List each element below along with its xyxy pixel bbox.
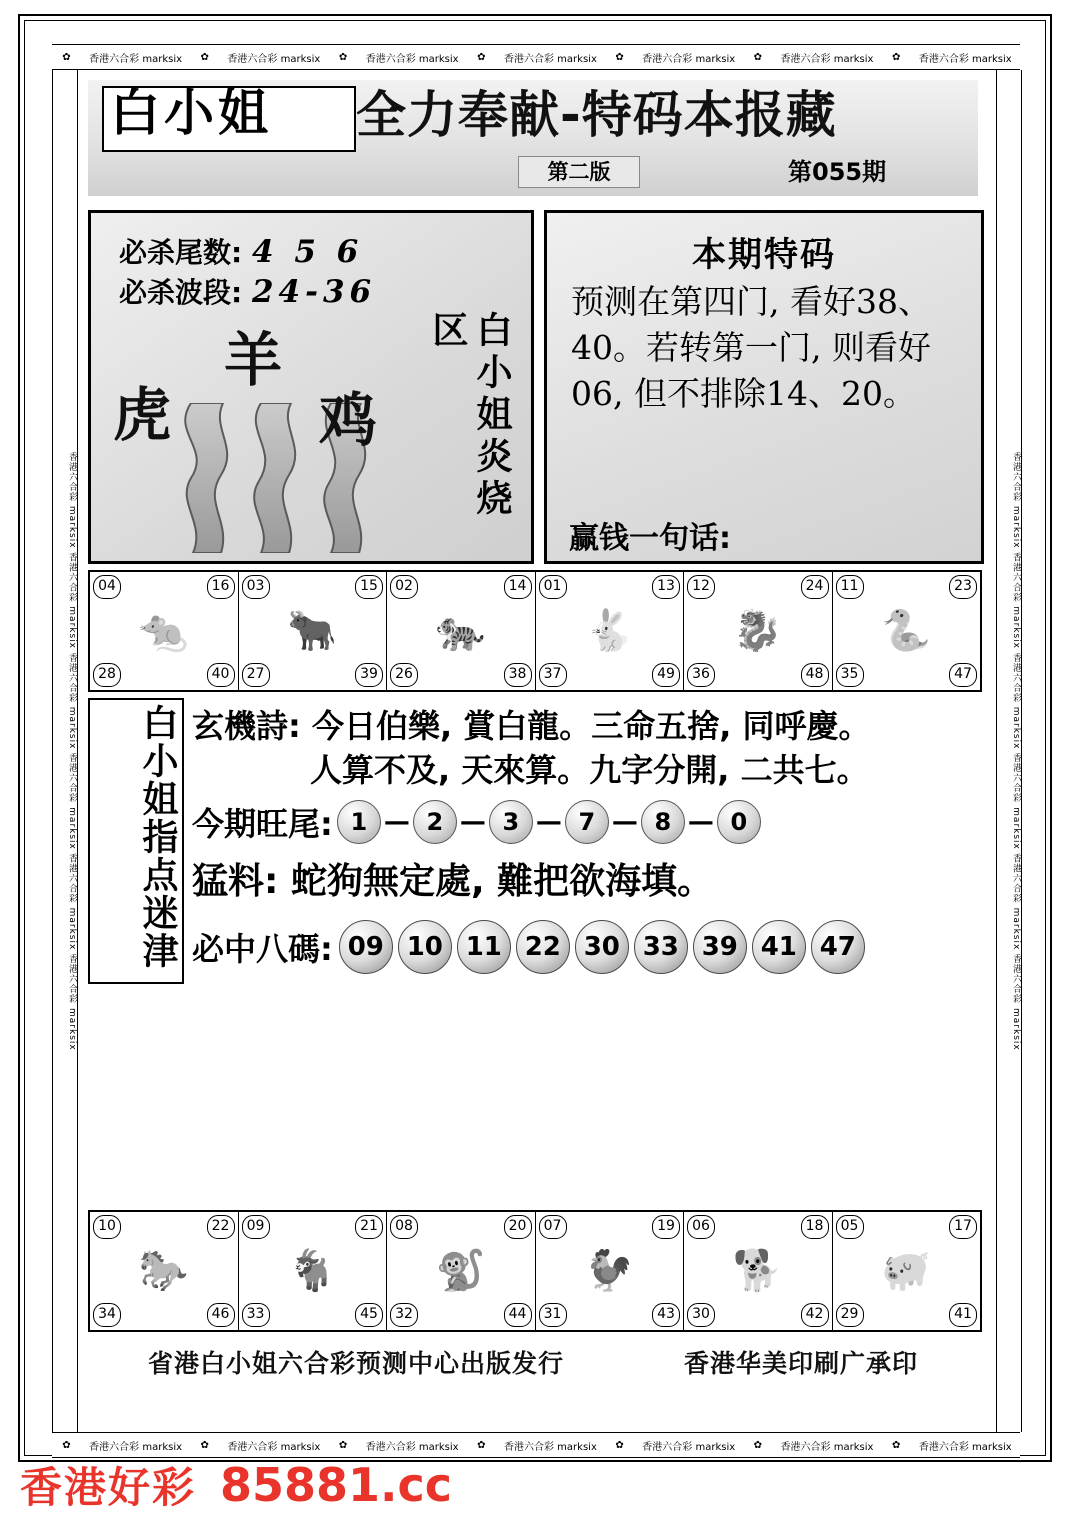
- poem-text-1: 今日伯樂, 賞白龍。三命五捨, 同呼慶。: [311, 707, 871, 745]
- kill-band-row: [119, 271, 376, 311]
- zodiac-2: 虎: [113, 381, 172, 449]
- eight-codes-row: [192, 920, 978, 974]
- number-bottom-right: 45: [355, 1303, 383, 1327]
- number-top-left: 04: [93, 575, 121, 599]
- strip-text: 香港六合彩 marksix: [642, 53, 736, 65]
- number-top-left: 08: [390, 1215, 418, 1239]
- dash-separator: —: [611, 807, 638, 837]
- dash-separator: —: [459, 807, 486, 837]
- tail-ball: 0: [717, 800, 761, 844]
- number-top-left: 05: [836, 1215, 864, 1239]
- issue-number: 第055期: [788, 158, 887, 186]
- code-ball: 09: [339, 920, 393, 974]
- smoke-illustration: [131, 403, 431, 553]
- strip-text: 香港六合彩 marksix: [89, 53, 183, 65]
- flower-icon: ✿: [477, 1439, 486, 1451]
- zodiac-cell: [239, 1212, 388, 1330]
- number-bottom-right: 38: [504, 663, 532, 687]
- snake-icon: 🐍: [881, 608, 932, 654]
- number-top-left: 10: [93, 1215, 121, 1239]
- rooster-icon: 🐓: [584, 1248, 635, 1294]
- number-top-right: 13: [652, 575, 680, 599]
- number-bottom-left: 26: [390, 663, 418, 687]
- flower-icon: ✿: [753, 51, 763, 63]
- number-top-left: 11: [836, 575, 864, 599]
- dash-separator: —: [535, 807, 562, 837]
- zodiac-cell: [833, 572, 981, 690]
- strip-text: 香港六合彩 marksix: [780, 53, 874, 65]
- number-top-left: 06: [687, 1215, 715, 1239]
- number-bottom-right: 48: [801, 663, 829, 687]
- strip-text: 香港六合彩 marksix: [227, 53, 321, 65]
- number-bottom-left: 34: [93, 1303, 121, 1327]
- flower-icon: ✿: [753, 1439, 763, 1451]
- pig-icon: 🐖: [881, 1248, 932, 1294]
- horse-icon: 🐎: [138, 1248, 189, 1294]
- top-marksix-strip: [52, 44, 1020, 70]
- brand-name: 白小姐: [110, 84, 272, 142]
- promo-banner: [20, 1458, 720, 1512]
- kill-tail-label: 必杀尾数:: [119, 236, 243, 269]
- number-top-right: 24: [801, 575, 829, 599]
- edition-label: 第二版: [518, 156, 640, 188]
- number-top-right: 17: [949, 1215, 977, 1239]
- zodiac-cell: [387, 1212, 536, 1330]
- zodiac-cell: [90, 1212, 239, 1330]
- number-bottom-right: 49: [652, 663, 680, 687]
- number-bottom-right: 41: [949, 1303, 977, 1327]
- meng-label: 猛料:: [192, 861, 279, 902]
- strip-text: 香港六合彩 marksix: [365, 1441, 459, 1453]
- kill-tail-row: [119, 231, 363, 271]
- number-top-right: 14: [504, 575, 532, 599]
- tail-ball: 1: [337, 800, 381, 844]
- eight-codes-label: 必中八碼:: [192, 930, 333, 968]
- flower-icon: ✿: [200, 51, 209, 63]
- number-bottom-right: 43: [652, 1303, 680, 1327]
- publisher-footer: [88, 1342, 978, 1382]
- special-code-body: 预测在第四门, 看好38、40。若转第一门, 则看好06, 但不排除14、20。: [571, 282, 931, 413]
- poem-text-2: 人算不及, 天來算。九字分開, 二共七。: [310, 751, 869, 789]
- masthead: [88, 80, 978, 200]
- special-code-title: 本期特码: [692, 235, 836, 275]
- tail-ball: 7: [565, 800, 609, 844]
- number-top-left: 07: [539, 1215, 567, 1239]
- promo-brand: 香港好彩: [20, 1463, 197, 1512]
- number-bottom-left: 35: [836, 663, 864, 687]
- strip-text: 香港六合彩 marksix: [918, 53, 1012, 65]
- number-top-right: 20: [504, 1215, 532, 1239]
- number-bottom-left: 31: [539, 1303, 567, 1327]
- tail-ball: 8: [641, 800, 685, 844]
- side-strip-text: 香港六合彩 marksix 香港六合彩 marksix 香港六合彩 marksix 香港六合彩 marksix 香港六合彩 marksix 香港六合彩 marksix: [1011, 451, 1021, 1051]
- zodiac-cell: [90, 572, 239, 690]
- number-bottom-left: 32: [390, 1303, 418, 1327]
- flower-icon: ✿: [200, 1439, 209, 1451]
- goat-icon: 🐐: [287, 1248, 338, 1294]
- tail-ball: 2: [413, 800, 457, 844]
- zodiac-cell: [536, 572, 685, 690]
- zodiac-cell: [684, 572, 833, 690]
- win-phrase-text: [547, 558, 981, 564]
- code-ball: 10: [398, 920, 452, 974]
- win-phrase-label: 赢钱一句话:: [569, 521, 731, 556]
- special-code-panel: [544, 210, 984, 564]
- content-area: [78, 70, 996, 1432]
- number-bottom-right: 42: [801, 1303, 829, 1327]
- middle-vertical-label: 白小姐指点迷津: [88, 698, 184, 984]
- flower-icon: ✿: [891, 1439, 901, 1451]
- meng-text: 蛇狗無定處, 難把欲海填。: [290, 861, 714, 902]
- number-bottom-left: 27: [242, 663, 270, 687]
- kill-tail-value: 4 5 6: [251, 234, 364, 270]
- rat-icon: 🐀: [138, 608, 189, 654]
- code-ball: 39: [693, 920, 747, 974]
- zodiac-number-row-1: [88, 570, 982, 692]
- zodiac-cell: [684, 1212, 833, 1330]
- flower-icon: ✿: [615, 51, 624, 63]
- strip-text: 香港六合彩 marksix: [918, 1441, 1012, 1453]
- number-top-left: 12: [687, 575, 715, 599]
- hot-tails-row: [192, 798, 978, 846]
- right-marksix-strip: [996, 70, 1022, 1432]
- zodiac-cell: [239, 572, 388, 690]
- number-top-right: 22: [207, 1215, 235, 1239]
- flower-icon: ✿: [62, 1439, 71, 1451]
- number-bottom-right: 39: [355, 663, 383, 687]
- strip-text: 香港六合彩 marksix: [89, 1441, 183, 1453]
- promo-url[interactable]: 85881.cc: [220, 1458, 453, 1512]
- dragon-icon: 🐉: [732, 608, 783, 654]
- number-top-right: 21: [355, 1215, 383, 1239]
- kill-numbers-panel: [88, 210, 534, 564]
- strip-text: 香港六合彩 marksix: [642, 1441, 736, 1453]
- flower-icon: ✿: [338, 51, 348, 63]
- code-ball: 41: [752, 920, 806, 974]
- publisher-right: 香港华美印刷广承印: [683, 1349, 918, 1378]
- masthead-title: 全力奉献-特码本报藏: [356, 86, 837, 144]
- number-top-left: 01: [539, 575, 567, 599]
- strip-text: 香港六合彩 marksix: [504, 53, 597, 65]
- flower-icon: ✿: [615, 1439, 624, 1451]
- number-bottom-left: 28: [93, 663, 121, 687]
- flower-icon: ✿: [477, 51, 486, 63]
- meng-row: [192, 858, 978, 906]
- number-top-right: 16: [207, 575, 235, 599]
- number-bottom-right: 46: [207, 1303, 235, 1327]
- flower-icon: ✿: [338, 1439, 348, 1451]
- kill-band-label: 必杀波段:: [119, 276, 243, 309]
- code-ball: 22: [516, 920, 570, 974]
- zodiac-1: 羊: [224, 326, 283, 394]
- number-bottom-left: 30: [687, 1303, 715, 1327]
- tail-ball: 3: [489, 800, 533, 844]
- number-top-right: 23: [949, 575, 977, 599]
- zodiac-cell: [833, 1212, 981, 1330]
- dash-separator: —: [687, 807, 714, 837]
- number-bottom-left: 36: [687, 663, 715, 687]
- zodiac-number-row-2: [88, 1210, 982, 1332]
- number-top-left: 09: [242, 1215, 270, 1239]
- number-top-left: 03: [242, 575, 270, 599]
- dash-separator: —: [383, 807, 410, 837]
- dog-icon: 🐕: [732, 1248, 783, 1294]
- number-bottom-left: 29: [836, 1303, 864, 1327]
- tiger-icon: 🐅: [435, 608, 486, 654]
- code-ball: 30: [575, 920, 629, 974]
- zodiac-cell: [536, 1212, 685, 1330]
- poem-area: [192, 704, 978, 792]
- strip-text: 香港六合彩 marksix: [504, 1441, 597, 1453]
- number-top-left: 02: [390, 575, 418, 599]
- number-bottom-left: 33: [242, 1303, 270, 1327]
- number-bottom-left: 37: [539, 663, 567, 687]
- flower-icon: ✿: [891, 51, 901, 63]
- poem-line-1: [192, 704, 978, 748]
- ox-icon: 🐂: [287, 608, 338, 654]
- side-strip-text: 香港六合彩 marksix 香港六合彩 marksix 香港六合彩 marksix 香港六合彩 marksix 香港六合彩 marksix 香港六合彩 marksix: [67, 451, 77, 1051]
- prediction-block: [88, 698, 978, 1206]
- left-panel-vertical-label: 白小姐炎烧区: [427, 311, 512, 521]
- kill-band-value: 24-36: [251, 274, 377, 310]
- number-bottom-right: 44: [504, 1303, 532, 1327]
- zodiac-cell: [387, 572, 536, 690]
- number-top-right: 15: [355, 575, 383, 599]
- flower-icon: ✿: [62, 51, 71, 63]
- number-bottom-right: 47: [949, 663, 977, 687]
- number-bottom-right: 40: [207, 663, 235, 687]
- rabbit-icon: 🐇: [584, 608, 635, 654]
- code-ball: 11: [457, 920, 511, 974]
- number-top-right: 18: [801, 1215, 829, 1239]
- strip-text: 香港六合彩 marksix: [227, 1441, 321, 1453]
- number-top-right: 19: [652, 1215, 680, 1239]
- bottom-marksix-strip: [52, 1432, 1020, 1458]
- strip-text: 香港六合彩 marksix: [780, 1441, 874, 1453]
- strip-text: 香港六合彩 marksix: [365, 53, 459, 65]
- left-marksix-strip: [52, 70, 78, 1432]
- zodiac-3: 鸡: [319, 386, 378, 454]
- hot-tails-label: 今期旺尾:: [192, 805, 333, 843]
- poem-label: 玄機詩:: [192, 707, 301, 745]
- monkey-icon: 🐒: [435, 1248, 486, 1294]
- code-ball: 33: [634, 920, 688, 974]
- publisher-left: 省港白小姐六合彩预测中心出版发行: [147, 1349, 564, 1378]
- code-ball: 47: [811, 920, 865, 974]
